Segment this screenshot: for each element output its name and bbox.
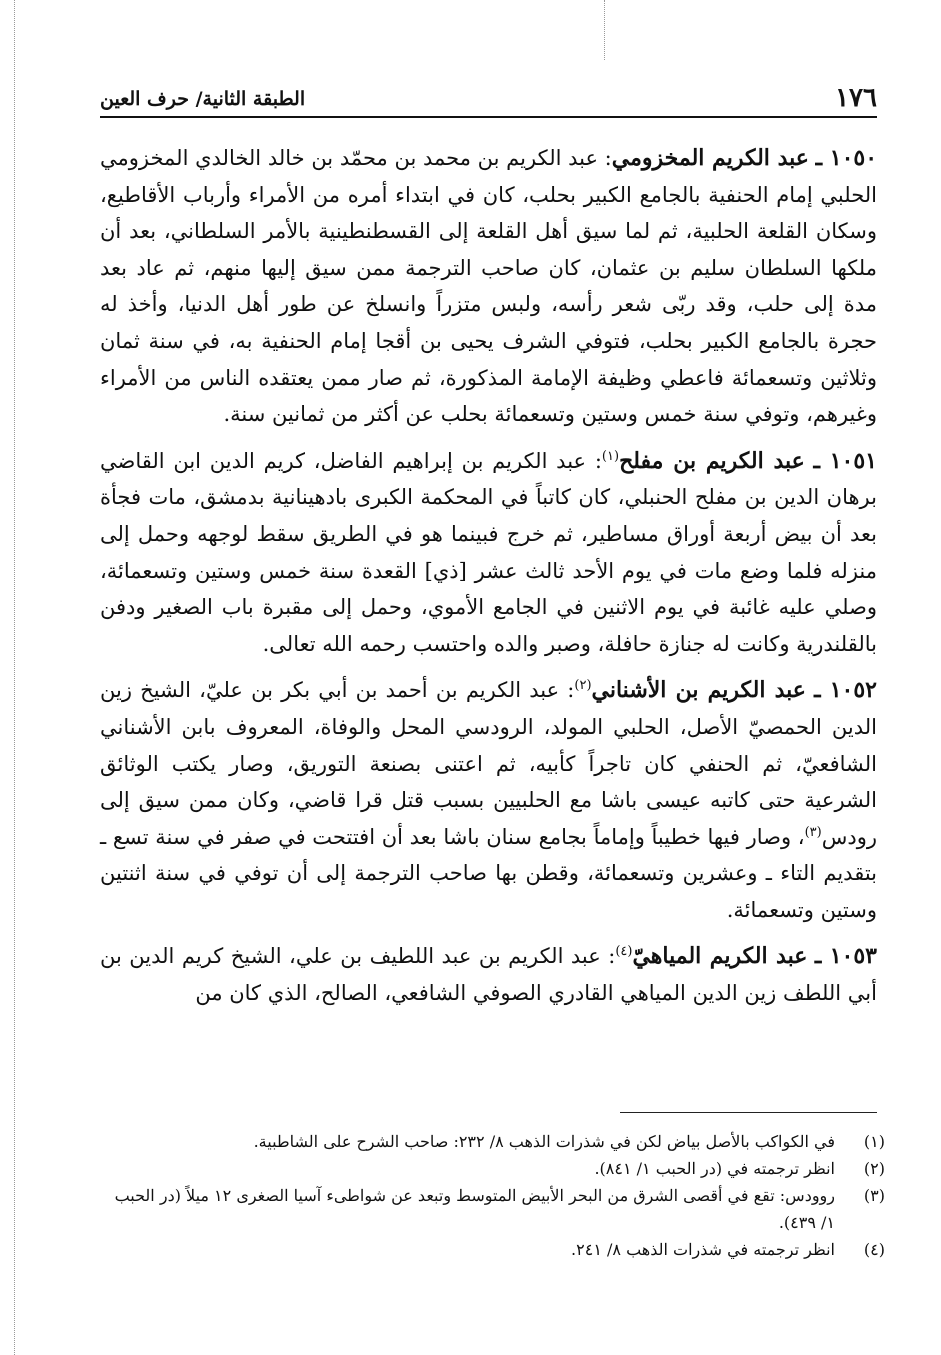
entry-name: عبد الكريم المخزومي [611, 145, 809, 171]
entry-text: : عبد الكريم بن محمد بن محمّد بن خالد الخالدي المخزومي الحلبي إمام الحنفية بالجامع الكبير بحلب، كان في ابتداء أمره من الأمراء وأرباب الأقاطيع، وسكان القلعة الحلبية، ثم لما سيق أهل القلعة إلى القسطنطينية بالأمر السلطاني، بعد أن ملكها السلطان سليم بن عثمان، كان صاحب الترجمة ممن سيق إليها منهم، ثم عاد بعد مدة إلى حلب، وقد ربّى شعر رأسه، ولبس متزراً وانسلخ عن طور أهل الدنيا، وأخذ له حجرة بالجامع الكبير بحلب، فتوفي الشرف يحيى بن أقجا إمام الحنفية به، في سنة ثمان وثلاثين وتسعمائة فاعطي وظيفة الإمامة المذكورة، ثم صار ممن يعتقده الناس من الأمراء وغيرهم، وتوفي سنة خمس وستين وتسعمائة بحلب عن أكثر من ثمانين سنة. [100, 146, 877, 427]
footnote-text: روودس: تقع في أقصى الشرق من البحر الأبيض المتوسط وتبعد عن شواطىء آسيا الصغرى ١٢ ميلاً (در الحبب ١/ ٤٣٩). [114, 1186, 835, 1232]
entry-1050 [100, 140, 877, 433]
entry-number: ١٠٥٣ ـ [814, 943, 877, 970]
footnote-number: (٤) [863, 1240, 885, 1259]
entry-name: عبد الكريم بن الأشناني [591, 677, 806, 704]
footnote-ref[interactable]: (٢) [574, 678, 592, 694]
entry-number: ١٠٥٢ ـ [814, 677, 877, 704]
entry-text: : عبد الكريم بن إبراهيم الفاضل، كريم الدين ابن القاضي برهان الدين بن مفلح الحنبلي، كان كاتباً في المحكمة الكبرى بادهينانية بدمشق، مات فجأة بعد أن بيض أربعة أوراق مساطير، ثم خرج فبينما هو في الطريق سقط لوجهه وحمل إلى منزله فلما وضع مات في يوم الأحد ثالث عشر [ذي] القعدة سنة خمس وستين وتسعمائة، وصلي عليه غائبة في يوم الاثنين في الجامع الأموي، وحمل إلى مقبرة باب الصغير ودفن بالقلندرية وكانت له جنازة حافلة، وصبر والده واحتسب رحمه الله تعالى. [100, 448, 877, 656]
scan-fold-dots [604, 0, 605, 60]
footnote-1 [100, 1128, 891, 1155]
footnote-ref[interactable]: (١) [601, 448, 620, 464]
entry-1052 [100, 672, 877, 928]
page-header [100, 82, 877, 118]
entry-1053 [100, 938, 877, 1011]
entry-name: عبد الكريم بن مفلح [619, 447, 805, 474]
footnote-ref[interactable]: (٤) [615, 944, 633, 960]
footnotes [100, 1128, 891, 1263]
footnote-text: في الكواكب بالأصل بياض لكن في شذرات الذهب ٨/ ٢٣٢: صاحب الشرح على الشاطبية. [253, 1132, 835, 1151]
entry-1051 [100, 443, 877, 663]
running-title: الطبقة الثانية/ حرف العين [100, 88, 306, 110]
footnote-3 [100, 1182, 891, 1236]
footnote-number: (١) [863, 1132, 885, 1151]
footnote-2 [100, 1155, 891, 1182]
entry-number: ١٠٥٠ ـ [815, 145, 878, 171]
footnote-separator [620, 1112, 877, 1113]
entry-text: : عبد الكريم بن أحمد بن أبي بكر بن عليّ، الشيخ زين الدين الحمصيّ الأصل، الحلبي المولد، الرودسي المحل والوفاة، المعروف بابن الأشناني الشافعيّ، ثم الحنفي كان تاجراً كأبيه، ثم اعتنى بصنعة التوريق، وصار يكتب الوثائق الشرعية حتى كاتبه عيسى باشا مع الحلبيين بسبب قتل قرا قاضي، وكان ممن سيق إلى رودس [100, 678, 877, 849]
main-text [100, 140, 877, 1012]
page-number: ١٧٦ [835, 83, 877, 113]
entry-name: عبد الكريم المياهيّ [632, 943, 808, 970]
entry-number: ١٠٥١ ـ [813, 447, 877, 474]
footnote-number: (٢) [863, 1159, 885, 1178]
entry-text-continued: ، وصار فيها خطيباً وإماماً بجامع سنان باشا بعد أن افتتحت في صفر في سنة تسع ـ بتقديم التاء ـ وعشرين وتسعمائة، وقطن بها صاحب الترجمة إلى أن توفي في سنة اثنتين وستين وتسعمائة. [100, 824, 877, 922]
footnote-text: انظر ترجمته في شذرات الذهب ٨/ ٢٤١. [571, 1240, 835, 1259]
footnote-text: انظر ترجمته في (در الحبب ١/ ٨٤١). [594, 1159, 835, 1178]
footnote-ref[interactable]: (٣) [804, 824, 822, 840]
scan-margin-dots [14, 0, 15, 1355]
footnote-4 [100, 1236, 891, 1263]
entry-text: : عبد الكريم بن عبد اللطيف بن علي، الشيخ كريم الدين بن أبي اللطف زين الدين المياهي القادري الصوفي الشافعي، الصالح، الذي كان من [100, 944, 877, 1006]
footnote-number: (٣) [863, 1186, 885, 1205]
